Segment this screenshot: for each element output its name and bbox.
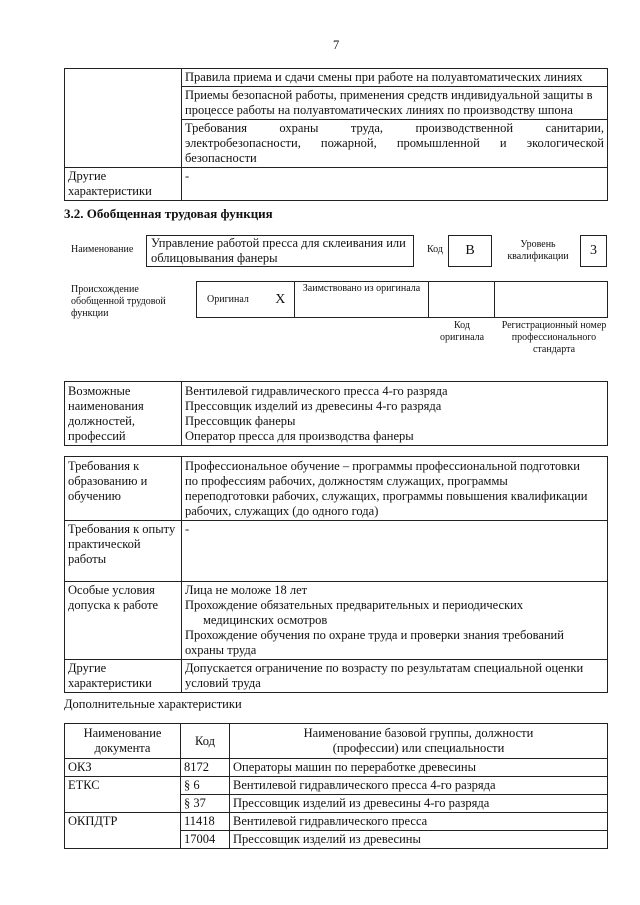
row-value: Допускается ограничение по возрасту по результатам специальной оценки условий труда	[182, 660, 608, 693]
function-name-box	[146, 235, 414, 267]
list-item: Прессовщик фанеры	[185, 414, 296, 428]
level-box	[580, 235, 607, 267]
cell-name: Прессовщик изделий из древесины	[230, 831, 608, 849]
table-row	[65, 582, 608, 660]
code-label: Код	[427, 244, 443, 255]
cell-name: Операторы машин по переработке древесины	[230, 759, 608, 777]
row-value: Лица не моложе 18 лет Прохождение обязательных предварительных и периодических медицинских осмотров Прохождение обучения по охране труда и проверки знания требований охраны труда	[182, 582, 608, 660]
code-original-cell	[429, 282, 495, 318]
cell-name: Вентилевой гидравлического пресса	[230, 813, 608, 831]
table-row	[65, 69, 608, 87]
list-item: Оператор пресса для производства фанеры	[185, 429, 414, 443]
table-row	[65, 777, 608, 795]
original-label: Оригинал	[197, 282, 267, 318]
positions-list	[182, 382, 608, 446]
origin-table	[196, 281, 608, 318]
cell-name: Вентилевой гидравлического пресса 4-го разряда	[230, 777, 608, 795]
code-value: В	[465, 243, 475, 258]
list-item: Вентилевой гидравлического пресса 4-го разряда	[185, 384, 448, 398]
cell-code: § 37	[181, 795, 230, 813]
positions-label: Возможные наименования должностей, профессий	[65, 382, 182, 446]
page-number: 7	[333, 38, 340, 52]
row-label: Другие характеристики	[65, 168, 182, 201]
table-row	[65, 521, 608, 582]
header-code: Код	[181, 724, 230, 759]
table-row	[65, 457, 608, 521]
cell-doc: ОКПДТР	[65, 813, 181, 849]
function-name: Управление работой пресса для склеивания или облицовывания фанеры	[151, 236, 406, 265]
row-value: Приемы безопасной работы, применения средств индивидуальной защиты в процессе работы на полуавтоматических линиях по производству шпона	[182, 87, 608, 120]
cell-name: Прессовщик изделий из древесины 4-го разряда	[230, 795, 608, 813]
cell-code: 17004	[181, 831, 230, 849]
header-doc: Наименование документа	[65, 724, 181, 759]
row-label: Особые условия допуска к работе	[65, 582, 182, 660]
reg-number-cell	[495, 282, 608, 318]
extra-title: Дополнительные характеристики	[64, 697, 242, 711]
original-mark: Х	[267, 282, 295, 318]
table-row	[65, 759, 608, 777]
table-row	[65, 168, 608, 201]
cell-code: 11418	[181, 813, 230, 831]
row-label: Другие характеристики	[65, 660, 182, 693]
code-box	[448, 235, 492, 267]
row-value: Профессиональное обучение – программы профессиональной подготовки по профессиям рабочих, должностям служащих, программы переподготовки рабочих, служащих, программы повышения квалификации рабочих, служащих (до одного года)	[182, 457, 608, 521]
name-label: Наименование	[71, 244, 134, 255]
table-row	[65, 660, 608, 693]
cell-code: § 6	[181, 777, 230, 795]
row-label	[65, 69, 182, 168]
list-item: Прессовщик изделий из древесины 4-го разряда	[185, 399, 442, 413]
header-name: Наименование базовой группы, должности (профессии) или специальности	[230, 724, 608, 759]
extra-table	[64, 723, 608, 849]
table-header	[65, 724, 608, 759]
row-label: Требования к образованию и обучению	[65, 457, 182, 521]
row-value: Правила приема и сдачи смены при работе на полуавтоматических линиях	[182, 69, 608, 87]
level-value: 3	[590, 243, 597, 258]
level-label: Уровень квалификации	[507, 239, 569, 262]
borrowed-label: Заимствовано из оригинала	[295, 282, 429, 318]
origin-label: Происхождение обобщенной трудовой функции	[71, 284, 166, 319]
positions-table	[64, 381, 608, 446]
row-value: Требования охраны труда, производственной санитарии, электробезопасности, пожарной, промышленной и экологической безопасности	[182, 120, 608, 168]
row-value: -	[182, 168, 608, 201]
top-table	[64, 68, 608, 201]
cell-doc: ОКЗ	[65, 759, 181, 777]
row-label: Требования к опыту практической работы	[65, 521, 182, 582]
row-value: -	[182, 521, 608, 582]
section-title: 3.2. Обобщенная трудовая функция	[64, 206, 273, 221]
cell-code: 8172	[181, 759, 230, 777]
table-row	[65, 813, 608, 831]
cell-doc: ЕТКС	[65, 777, 181, 813]
requirements-table	[64, 456, 608, 693]
code-original-label: Код оригинала	[439, 320, 485, 343]
reg-number-label: Регистрационный номер профессионального стандарта	[501, 320, 607, 355]
